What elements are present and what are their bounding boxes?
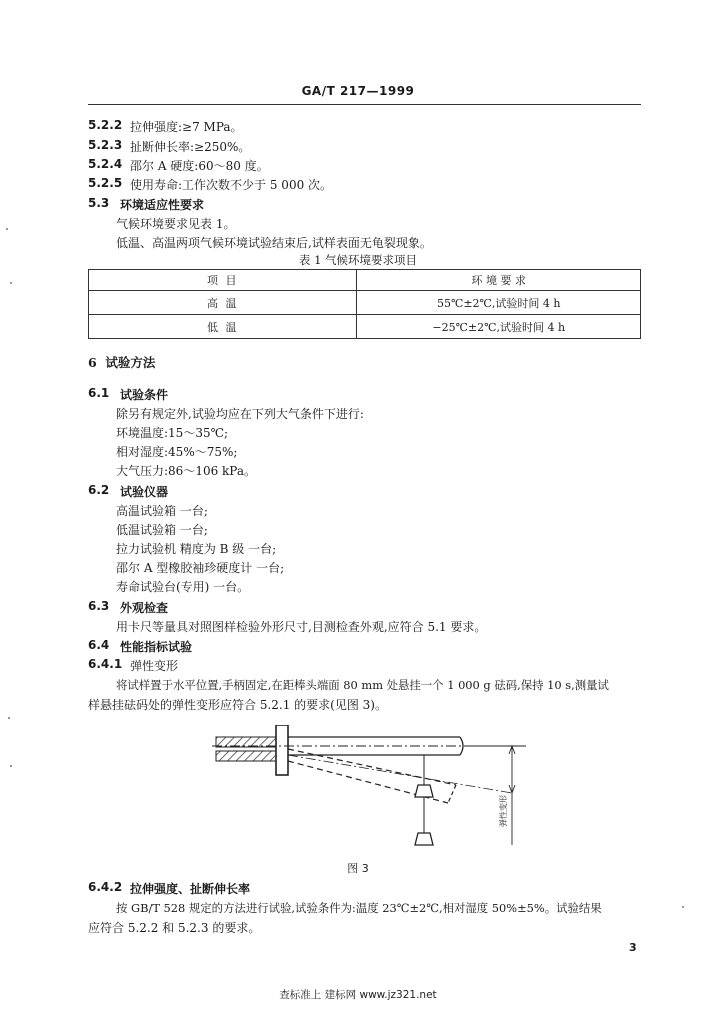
scan-speck [10,765,12,767]
clause-number: 6.3 [88,599,110,613]
handle-lower-hatch [216,751,276,761]
clause-heading: 试验条件 [120,388,169,402]
clause-number: 5.2.4 [88,157,123,171]
clause-number: 5.3 [88,196,110,210]
clause-number: 5.2.5 [88,176,123,190]
footer-watermark: 查标准上 建标网 www.jz321.net [279,989,437,1001]
paragraph-line: 气候环境要求见表 1。 [116,217,236,231]
climate-requirements-table [88,269,641,339]
table-row [89,315,641,339]
instrument-line: 高温试验箱 一台; [116,504,208,518]
table-cell: −25℃±2℃,试验时间 4 h [357,315,641,339]
standard-code-header: GA/T 217—1999 [301,84,415,98]
instrument-line: 拉力试验机 精度为 B 级 一台; [116,542,277,556]
paragraph-line: 环境温度:15～35℃; [116,426,229,440]
clause-heading: 试验仪器 [120,485,169,499]
clause-number: 6.4 [88,638,110,652]
table-cell: 55℃±2℃,试验时间 4 h [357,291,641,315]
clause-text: 扯断伸长率:≥250%。 [130,140,251,154]
clause-number: 6.4.2 [88,880,123,894]
scan-speck [682,906,684,908]
scan-speck [6,228,8,230]
deflected-center-line [288,755,512,793]
table-header-cell: 项 目 [89,270,357,291]
page-number: 3 [629,941,637,954]
clause-number: 6.2 [88,483,110,497]
header-rule [88,104,641,105]
clause-heading: 外观检查 [120,601,169,615]
scan-speck [8,717,10,719]
clause-heading: 拉伸强度、扯断伸长率 [130,882,251,896]
table-header-cell: 环 境 要 求 [357,270,641,291]
table-header-row [89,270,641,291]
paragraph-line: 大气压力:86～106 kPa。 [116,464,256,478]
table-cell: 高 温 [89,291,357,315]
clamp-block [276,725,288,775]
clause-number: 6.4.1 [88,657,123,671]
clause-heading: 性能指标试验 [120,640,193,654]
clause-number: 5.2.2 [88,118,123,132]
scan-speck [10,282,12,284]
clause-heading: 环境适应性要求 [120,198,205,212]
figure-3-elastic-deformation-diagram [212,725,532,861]
clause-number: 6.1 [88,386,110,400]
section-title: 试验方法 [105,355,156,370]
clause-number: 5.2.3 [88,138,123,152]
section-heading [88,353,155,371]
clause-text: 邵尔 A 硬度:60～80 度。 [130,159,269,173]
elastic-deformation-label: 弹性变形 [499,795,508,827]
instrument-line: 寿命试验台(专用) 一台。 [116,580,250,594]
paragraph-line: 将试样置于水平位置,手柄固定,在距棒头端面 80 mm 处悬挂一个 1 000 g 砝码,保持 10 s,测量试 [116,678,609,692]
table-row [89,291,641,315]
weight-upper-icon [415,785,433,797]
figure-caption: 图 3 [347,862,369,875]
instrument-line: 邵尔 A 型橡胶袖珍硬度计 一台; [116,561,285,575]
table-caption: 表 1 气候环境要求项目 [298,253,418,267]
deflected-rod-end [448,785,456,803]
clause-text: 拉伸强度:≥7 MPa。 [130,120,243,134]
paragraph-line: 应符合 5.2.2 和 5.2.3 的要求。 [88,921,261,935]
table-cell: 低 温 [89,315,357,339]
section-number: 6 [88,355,97,370]
handle-upper-hatch [216,737,276,747]
clause-heading: 弹性变形 [130,659,179,673]
clause-text: 使用寿命:工作次数不少于 5 000 次。 [130,178,333,192]
paragraph-line: 低温、高温两项气候环境试验结束后,试样表面无龟裂现象。 [116,236,432,250]
instrument-line: 低温试验箱 一台; [116,523,208,537]
paragraph-line: 相对湿度:45%～75%; [116,445,238,459]
weight-lower-icon [415,833,433,845]
paragraph-line: 按 GB/T 528 规定的方法进行试验,试验条件为:温度 23℃±2℃,相对湿度 50%±5%。试验结果 [116,901,602,915]
paragraph-line: 除另有规定外,试验均应在下列大气条件下进行: [116,407,364,421]
paragraph-line: 用卡尺等量具对照图样检验外形尺寸,目测检查外观,应符合 5.1 要求。 [116,620,487,634]
paragraph-line: 样悬挂砝码处的弹性变形应符合 5.2.1 的要求(见图 3)。 [88,698,387,712]
